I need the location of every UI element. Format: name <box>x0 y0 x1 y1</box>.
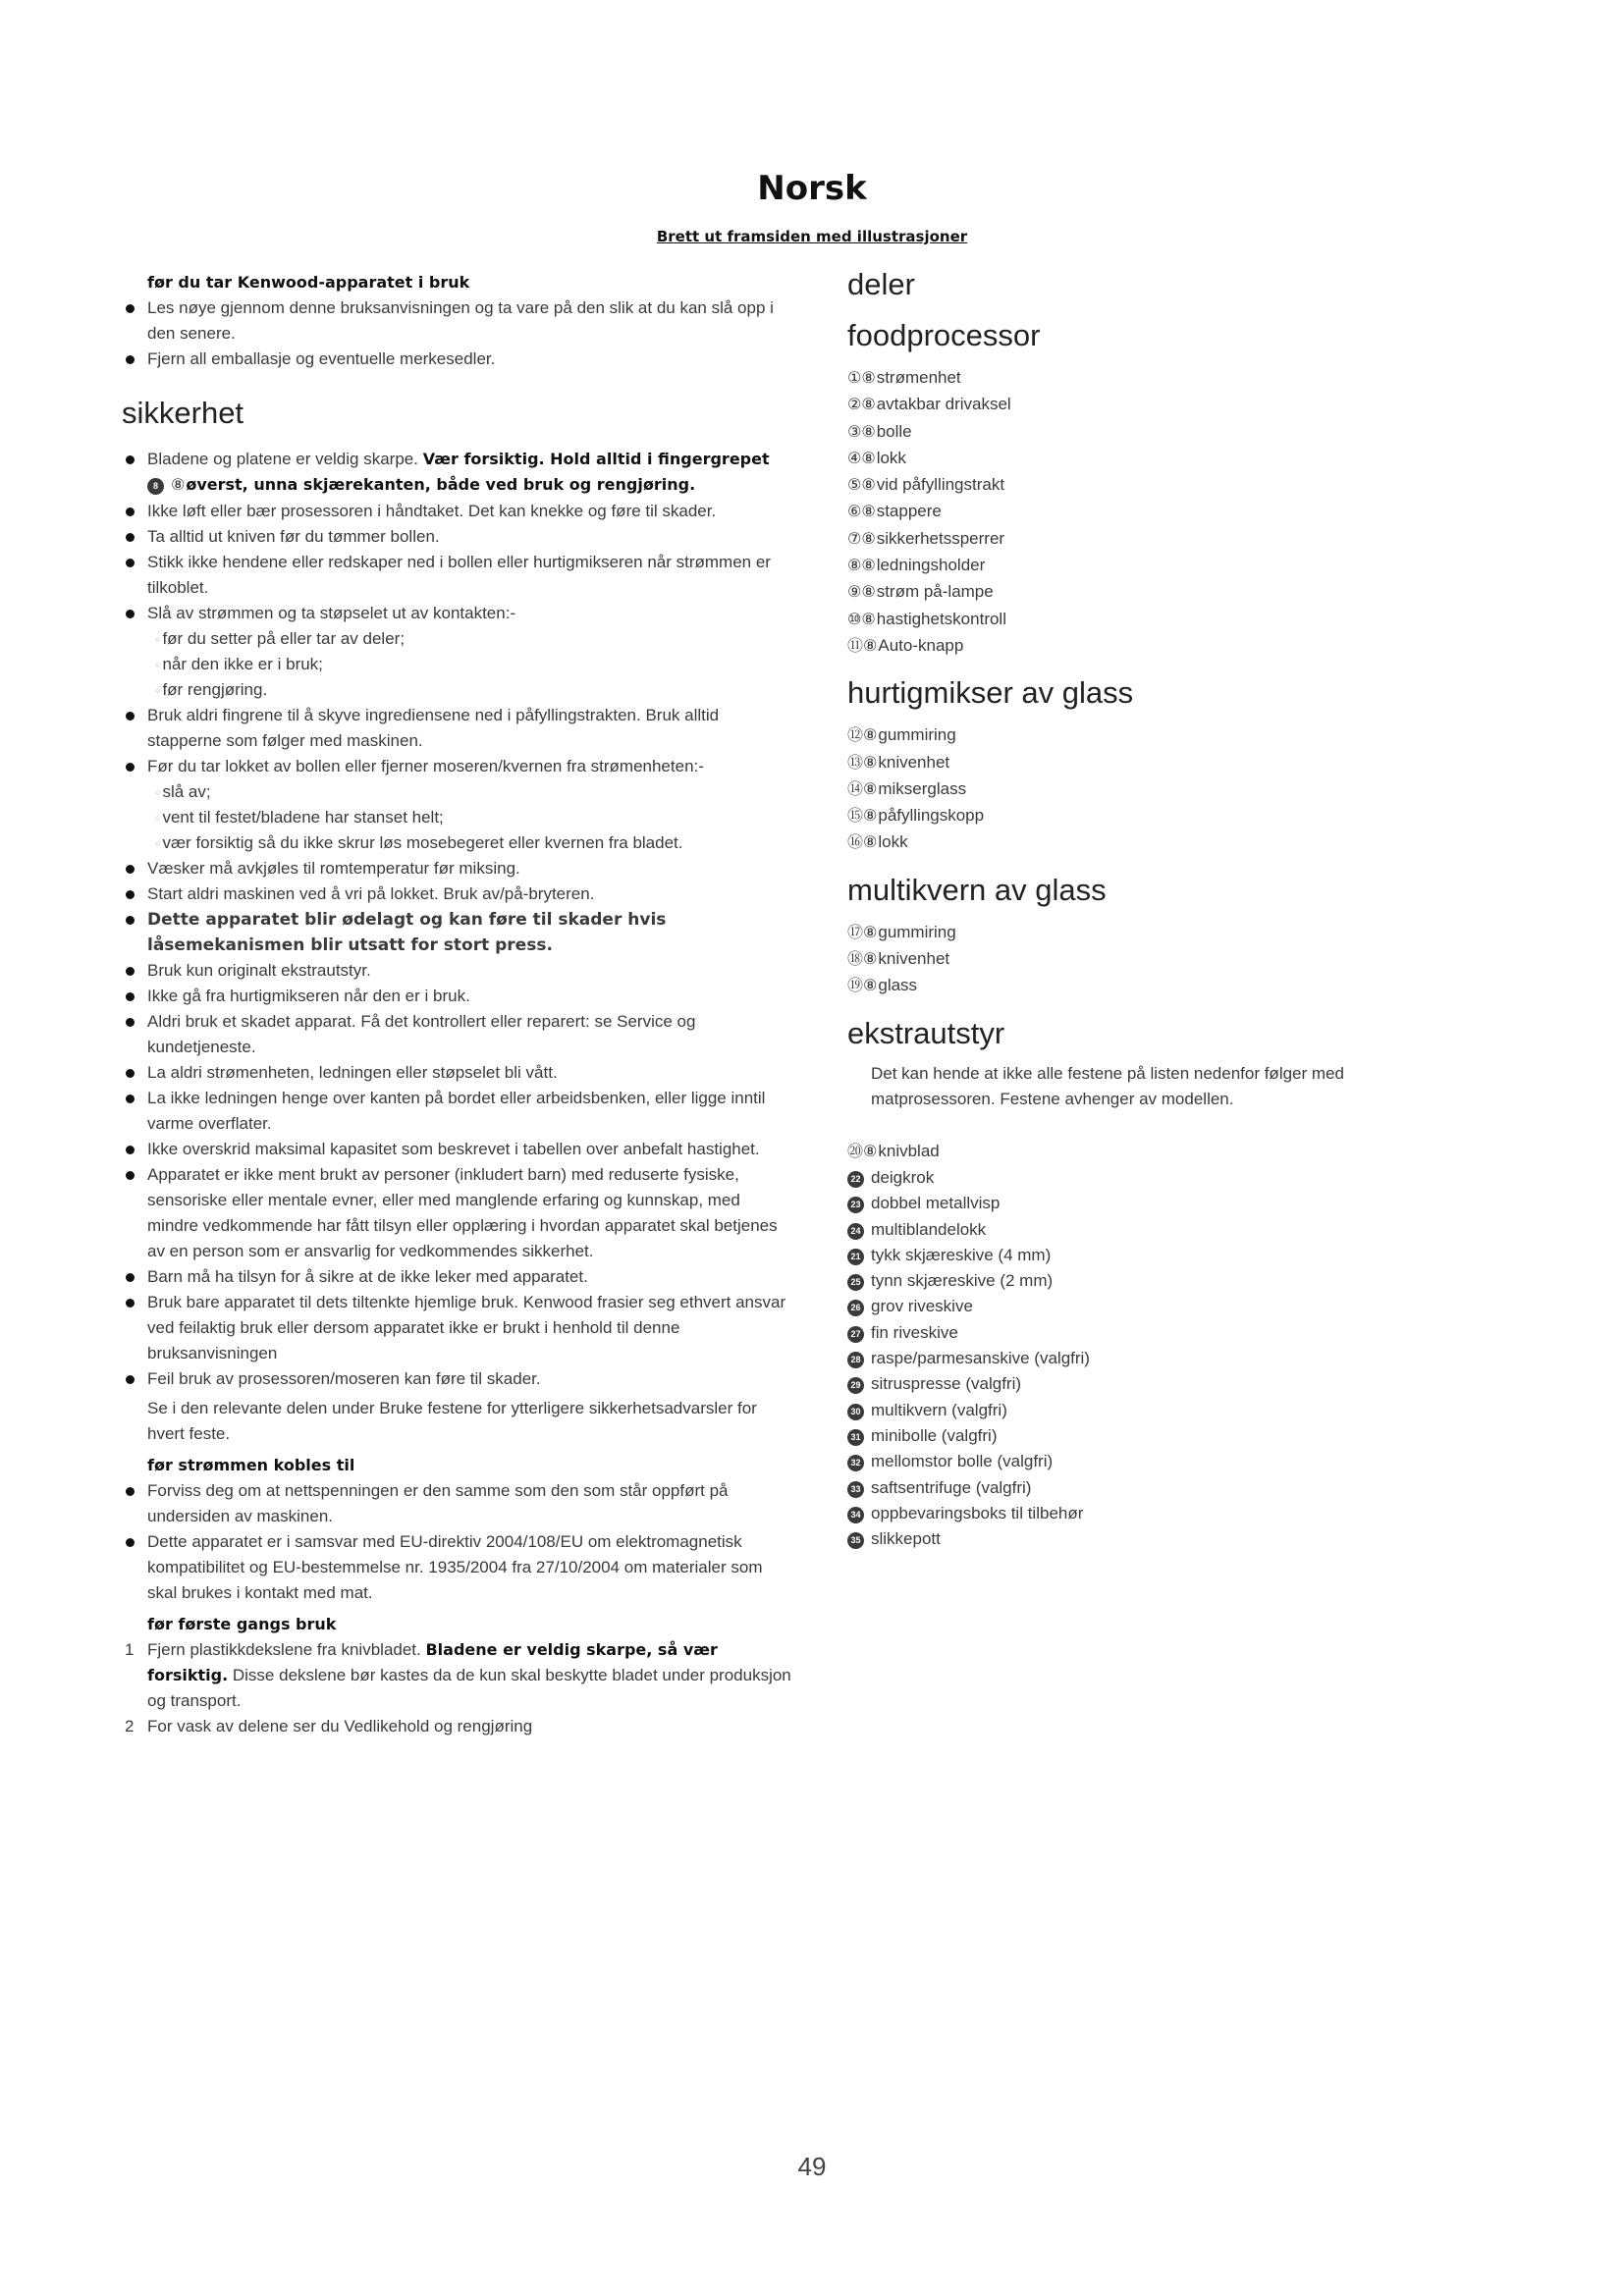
part-marker: ⑧ <box>863 780 878 798</box>
part-number: ⑬ <box>847 754 864 772</box>
part-label: dobbel metallvisp <box>871 1194 1001 1213</box>
part-marker: ⑧ <box>861 423 876 441</box>
part-number: ⑫ <box>847 727 864 745</box>
part-label: gummiring <box>878 725 956 745</box>
list-item <box>847 750 1436 776</box>
part-label: raspe/parmesanskive (valgfri) <box>871 1349 1090 1368</box>
part-number-badge: 22 <box>847 1171 864 1188</box>
part-label: lokk <box>876 448 906 467</box>
list-item <box>847 526 1436 553</box>
step-number: 1 <box>125 1640 135 1659</box>
part-label: oppbevaringsboks til tilbehør <box>871 1503 1084 1522</box>
mixer-parts-list <box>847 722 1436 856</box>
part-marker: ⑧ <box>861 397 876 414</box>
list-item: Apparatet er ikke ment brukt av personer (inkludert barn) med reduserte fysiske, sensoriske eller mentale evner, eller med manglende erfaring og kunnskap, med mindre vedkommende har fått tilsyn eller opplæring i hvordan apparatet skal betjenes av en person som er ansvarlig for vedkommendes sikkerhet. <box>122 1162 791 1264</box>
part-number-badge: 34 <box>847 1507 864 1523</box>
part-label: minibolle (valgfri) <box>871 1425 998 1445</box>
part-label: Auto-knapp <box>878 635 964 655</box>
sub-item: ○ slå av; <box>147 779 791 805</box>
part-label: lokk <box>878 832 908 852</box>
part-label: slikkepott <box>871 1529 941 1549</box>
part-number: ⑭ <box>847 780 864 798</box>
list-item <box>847 472 1436 499</box>
parts-heading: deler <box>847 267 915 301</box>
list-item <box>122 1637 791 1714</box>
part-marker: ⑧ <box>861 504 876 521</box>
part-number: ⑧ <box>847 558 862 575</box>
mill-parts-list <box>847 920 1436 1000</box>
part-label: stappere <box>876 502 942 521</box>
part-label: påfyllingskopp <box>878 806 985 826</box>
part-number-badge: 32 <box>847 1455 864 1471</box>
part-marker: ⑧ <box>863 808 878 826</box>
list-item: Væsker må avkjøles til romtemperatur før miksing. <box>122 856 791 881</box>
item-bold: Vær forsiktig. Hold alltid i fingergrepet <box>422 450 770 468</box>
part-number-badge: 29 <box>847 1377 864 1394</box>
part-label: gummiring <box>878 922 956 941</box>
list-item <box>847 1423 1436 1449</box>
left-column <box>122 270 791 1739</box>
list-item <box>847 607 1436 633</box>
item-text: For vask av delene ser du Vedlikehold og rengjøring <box>147 1717 533 1735</box>
part-marker: ⑧ <box>863 951 878 969</box>
list-item <box>847 1217 1436 1243</box>
list-item <box>847 1475 1436 1501</box>
list-item <box>847 1294 1436 1319</box>
list-item <box>847 1398 1436 1423</box>
part-number: ② <box>847 397 862 414</box>
accessories-note: Det kan hende at ikke alle festene på listen nedenfor følger med matprosessoren. Festene avhenger av modellen. <box>871 1063 1344 1109</box>
part-marker: ⑧ <box>861 584 876 602</box>
connect-heading: før strømmen kobles til <box>147 1456 355 1474</box>
part-number: ④ <box>847 450 862 467</box>
list-item <box>847 365 1436 392</box>
part-label: deigkrok <box>871 1167 935 1187</box>
list-item <box>847 803 1436 829</box>
connect-list <box>122 1478 791 1606</box>
before-use-list <box>122 295 791 372</box>
list-item <box>847 1371 1436 1397</box>
page-number: 49 <box>797 2152 827 2181</box>
list-item: La aldri strømenheten, ledningen eller støpselet bli vått. <box>122 1060 791 1086</box>
sub-item: ○ vent til festet/bladene har stanset helt; <box>147 805 791 830</box>
part-number-badge: 31 <box>847 1429 864 1446</box>
list-item <box>847 1449 1436 1474</box>
list-item <box>847 946 1436 973</box>
part-marker: ⑧ <box>863 754 878 772</box>
list-item <box>122 601 791 703</box>
list-item: Bruk aldri fingrene til å skyve ingrediensene ned i påfyllingstrakten. Bruk alltid stapperne som følger med maskinen. <box>122 703 791 754</box>
page-subtitle: Brett ut framsiden med illustrasjoner <box>656 228 968 245</box>
list-item: La ikke ledningen henge over kanten på bordet eller arbeidsbenken, eller ligge inntil varme overflater. <box>122 1086 791 1137</box>
part-label: multikvern (valgfri) <box>871 1400 1007 1419</box>
part-label: knivenhet <box>878 752 950 772</box>
part-label: glass <box>878 976 918 995</box>
list-item <box>847 1243 1436 1268</box>
part-label: sitruspresse (valgfri) <box>871 1374 1022 1394</box>
list-item <box>847 829 1436 856</box>
part-number-badge: 26 <box>847 1300 864 1316</box>
page-title: Norsk <box>757 169 867 208</box>
sub-item: ○ når den ikke er i bruk; <box>147 652 791 677</box>
list-item <box>847 1526 1436 1552</box>
part-label: tynn skjæreskive (2 mm) <box>871 1271 1054 1291</box>
part-label: saftsentrifuge (valgfri) <box>871 1477 1032 1497</box>
list-item <box>122 1714 791 1739</box>
part-marker: ⑧ <box>861 558 876 575</box>
part-label: avtakbar drivaksel <box>876 395 1011 414</box>
list-item <box>122 447 791 499</box>
part-marker: ⑧ <box>863 924 878 941</box>
part-label: fin riveskive <box>871 1322 958 1342</box>
part-number: ⑪ <box>847 637 864 655</box>
part-number: ⑩ <box>847 611 862 628</box>
list-item: Ikke overskrid maksimal kapasitet som beskrevet i tabellen over anbefalt hastighet. <box>122 1137 791 1162</box>
list-item <box>847 1139 1436 1165</box>
right-column <box>847 265 1436 1552</box>
part-marker: ⑧ <box>861 611 876 628</box>
part-number-badge: 21 <box>847 1249 864 1265</box>
list-item: Les nøye gjennom denne bruksanvisningen og ta vare på den slik at du kan slå opp i den senere. <box>122 295 791 347</box>
accessories-heading: ekstrautstyr <box>847 1015 1005 1050</box>
sub-item: ○ før du setter på eller tar av deler; <box>147 626 791 652</box>
list-item <box>847 499 1436 525</box>
part-label: grov riveskive <box>871 1297 973 1316</box>
list-item: Dette apparatet er i samsvar med EU-direktiv 2004/108/EU om elektromagnetisk kompatibilitet og EU-bestemmelse nr. 1935/2004 fra 27/10/2004 om materialer som skal brukes i kontakt med mat. <box>122 1529 791 1606</box>
list-item <box>847 419 1436 446</box>
part-number-badge: 35 <box>847 1532 864 1549</box>
list-item: Stikk ikke hendene eller redskaper ned i bollen eller hurtigmikseren når strømmen er tilkoblet. <box>122 550 791 601</box>
safety-heading: sikkerhet <box>122 396 244 430</box>
list-item <box>847 722 1436 749</box>
item-text: Fjern plastikkdekslene fra knivbladet. <box>147 1640 426 1659</box>
part-number-badge: 23 <box>847 1197 864 1213</box>
sub-item: ○ vær forsiktig så du ikke skrur løs mosebegeret eller kvernen fra bladet. <box>147 830 791 856</box>
part-number: ⑱ <box>847 951 864 969</box>
list-item: Barn må ha tilsyn for å sikre at de ikke leker med apparatet. <box>122 1264 791 1290</box>
part-marker: ⑧ <box>861 477 876 495</box>
part-number: ⑯ <box>847 834 864 852</box>
part-number: ⑰ <box>847 924 864 941</box>
step-number: 2 <box>125 1717 135 1735</box>
part-number: ⑲ <box>847 978 864 995</box>
list-item: Feil bruk av prosessoren/moseren kan føre til skader. <box>122 1366 791 1392</box>
list-item <box>847 1165 1436 1191</box>
part-marker: ⑧ <box>863 834 878 852</box>
part-label: sikkerhetssperrer <box>876 528 1005 548</box>
part-label: knivenhet <box>878 949 950 969</box>
part-marker: ⑧ <box>861 530 876 548</box>
part-number: ⑨ <box>847 584 862 602</box>
part-marker: ⑧ <box>171 477 186 494</box>
list-item: Start aldri maskinen ved å vri på lokket. Bruk av/på-bryteren. <box>122 881 791 907</box>
list-item: Bruk kun originalt ekstrautstyr. <box>122 958 791 984</box>
part-marker: ⑧ <box>861 370 876 387</box>
part-marker: ⑧ <box>863 1143 878 1160</box>
before-use-heading: før du tar Kenwood-apparatet i bruk <box>147 273 470 292</box>
part-label: hastighetskontroll <box>876 609 1006 628</box>
item-text: Slå av strømmen og ta støpselet ut av kontakten:- <box>147 604 516 622</box>
list-item <box>847 446 1436 472</box>
part-label: multiblandelokk <box>871 1219 987 1239</box>
item-bold: Bladene er veldig skarpe, så vær forsiktig. <box>147 1640 718 1684</box>
list-item: Fjern all emballasje og eventuelle merkesedler. <box>122 347 791 372</box>
part-number: ⑦ <box>847 530 862 548</box>
list-item: Ikke gå fra hurtigmikseren når den er i bruk. <box>122 984 791 1009</box>
list-item: Ta alltid ut kniven før du tømmer bollen. <box>122 524 791 550</box>
accessories-list <box>847 1139 1436 1553</box>
safety-list <box>122 447 791 1392</box>
list-item <box>847 776 1436 803</box>
list-item <box>847 1268 1436 1294</box>
part-label: strømenhet <box>876 368 961 387</box>
list-item: Aldri bruk et skadet apparat. Få det kontrollert eller reparert: se Service og kundetjeneste. <box>122 1009 791 1060</box>
part-marker: ⑧ <box>863 637 878 655</box>
list-item: Forviss deg om at nettspenningen er den samme som den som står oppført på undersiden av maskinen. <box>122 1478 791 1529</box>
part-number-badge: 33 <box>847 1481 864 1498</box>
list-item <box>847 1320 1436 1346</box>
part-label: tykk skjæreskive (4 mm) <box>871 1245 1052 1264</box>
mill-heading: multikvern av glass <box>847 872 1107 907</box>
list-item <box>847 1346 1436 1371</box>
list-item <box>847 973 1436 999</box>
item-bold: øverst, unna skjærekanten, både ved bruk og rengjøring. <box>186 475 696 494</box>
list-item <box>847 579 1436 606</box>
part-number: ⑮ <box>847 808 864 826</box>
part-label: bolle <box>876 421 912 441</box>
safety-note: Se i den relevante delen under Bruke festene for ytterligere sikkerhetsadvarsler for hvert feste. <box>147 1399 757 1443</box>
part-marker: ⑧ <box>863 727 878 745</box>
first-use-list <box>122 1637 791 1739</box>
part-number: ⑥ <box>847 504 862 521</box>
part-number: ③ <box>847 423 862 441</box>
list-item <box>847 920 1436 946</box>
list-item <box>847 392 1436 418</box>
part-label: mellomstor bolle (valgfri) <box>871 1452 1054 1471</box>
list-item <box>847 1501 1436 1526</box>
part-number-badge: 30 <box>847 1404 864 1420</box>
part-label: knivblad <box>878 1141 940 1160</box>
part-label: strøm på-lampe <box>876 582 994 602</box>
part-number-badge: 24 <box>847 1223 864 1240</box>
part-number: ⑳ <box>847 1143 864 1160</box>
sub-item: ○ før rengjøring. <box>147 677 791 703</box>
part-number-badge: 25 <box>847 1274 864 1291</box>
item-text: Før du tar lokket av bollen eller fjerner moseren/kvernen fra strømenheten:- <box>147 757 704 775</box>
list-item: Ikke løft eller bær prosessoren i håndtaket. Det kan knekke og føre til skader. <box>122 499 791 524</box>
list-item <box>847 553 1436 579</box>
part-number: ① <box>847 370 862 387</box>
part-number-badge: 27 <box>847 1326 864 1343</box>
foodprocessor-parts-list <box>847 365 1436 660</box>
list-item <box>122 754 791 856</box>
list-item <box>847 1191 1436 1216</box>
list-item <box>847 633 1436 660</box>
part-marker: ⑧ <box>861 450 876 467</box>
part-number-badge: 8 <box>147 478 164 495</box>
list-item: Dette apparatet blir ødelagt og kan føre til skader hvis låsemekanismen blir utsatt for stort press. <box>122 907 791 958</box>
part-number: ⑤ <box>847 477 862 495</box>
first-use-heading: før første gangs bruk <box>147 1615 337 1633</box>
item-text: Disse dekslene bør kastes da de kun skal beskytte bladet under produksjon og transport. <box>147 1666 791 1710</box>
part-number-badge: 28 <box>847 1352 864 1368</box>
list-item: Bruk bare apparatet til dets tiltenkte hjemlige bruk. Kenwood frasier seg ethvert ansvar ved feilaktig bruk eller dersom apparatet ikke er brukt i henhold til denne bruksanvisningen <box>122 1290 791 1366</box>
part-label: vid påfyllingstrakt <box>876 475 1005 495</box>
part-label: ledningsholder <box>876 556 986 575</box>
mixer-heading: hurtigmikser av glass <box>847 675 1134 711</box>
part-label: mikserglass <box>878 778 967 798</box>
foodprocessor-heading: foodprocessor <box>847 318 1041 352</box>
part-marker: ⑧ <box>863 978 878 995</box>
item-text: Bladene og platene er veldig skarpe. <box>147 450 423 468</box>
